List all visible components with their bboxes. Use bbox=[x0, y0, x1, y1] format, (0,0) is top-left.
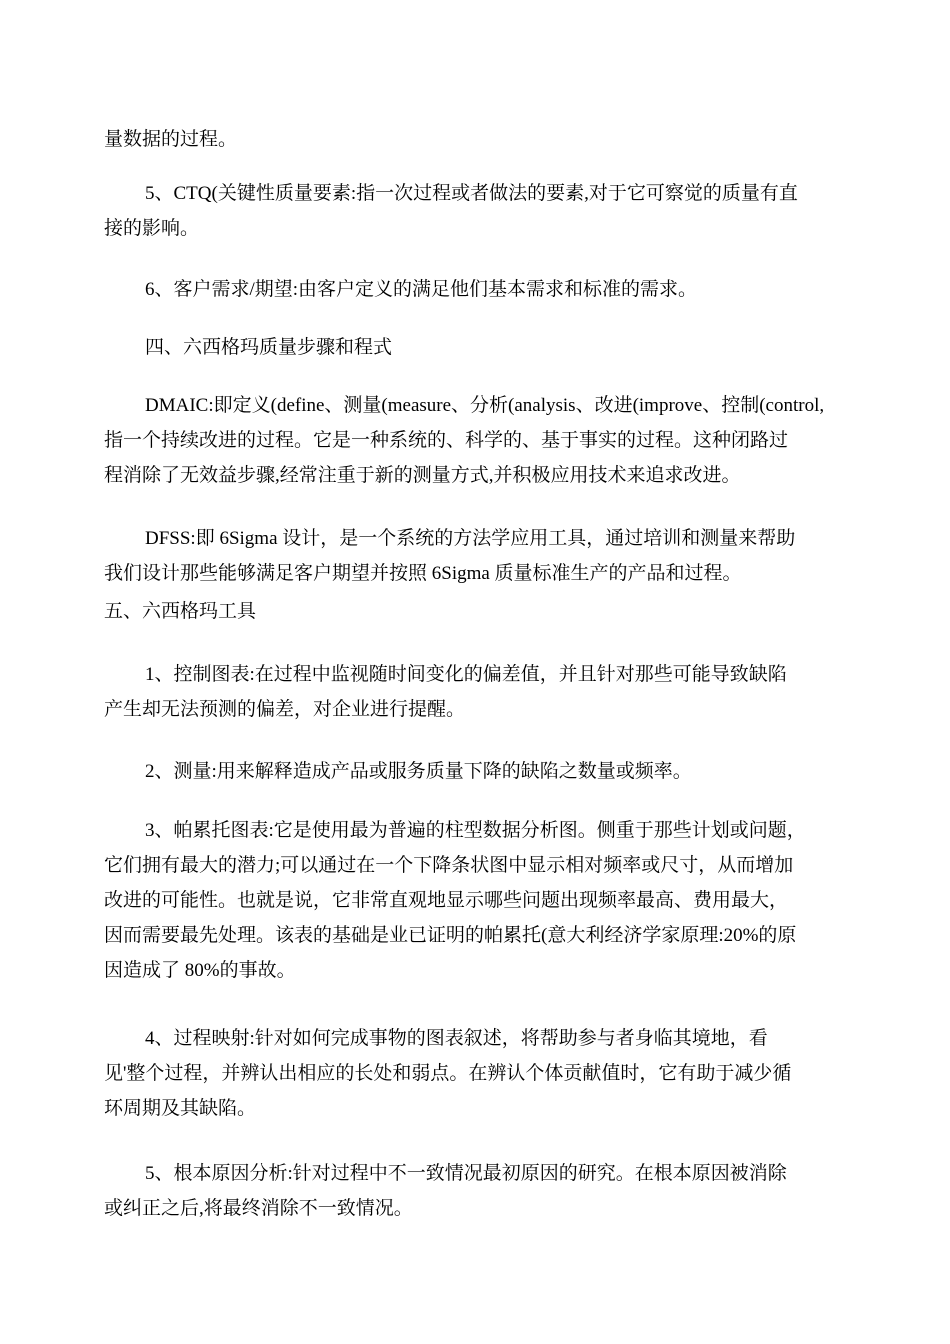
text-line: 程消除了无效益步骤,经常注重于新的测量方式,并积极应用技术来追求改进。 bbox=[104, 465, 741, 486]
paragraph-tool-measurement bbox=[104, 754, 849, 789]
text-line: 见'整个过程，并辨认出相应的长处和弱点。在辨认个体贡献值时，它有助于减少循 bbox=[104, 1063, 792, 1084]
text-line: 接的影响。 bbox=[104, 218, 200, 239]
paragraph-continuation bbox=[104, 122, 849, 157]
text-line: DMAIC:即定义(define、测量(measure、分析(analysis、改进(improve、控制(control, bbox=[145, 395, 825, 416]
paragraph-dfss bbox=[104, 521, 849, 591]
section-heading-tools bbox=[104, 594, 849, 629]
text-line: 或纠正之后,将最终消除不一致情况。 bbox=[104, 1198, 413, 1219]
text-line: 改进的可能性。也就是说，它非常直观地显示哪些问题出现频率最高、费用最大， bbox=[104, 890, 789, 911]
paragraph-tool-control-chart bbox=[104, 657, 849, 727]
text-line: 量数据的过程。 bbox=[104, 129, 238, 150]
paragraph-tool-root-cause bbox=[104, 1156, 849, 1226]
text-line: 因而需要最先处理。该表的基础是业已证明的帕累托(意大利经济学家原理:20%的原 bbox=[104, 925, 797, 946]
section-heading-steps bbox=[104, 330, 849, 365]
paragraph-customer-needs bbox=[104, 272, 849, 307]
text-line: 我们设计那些能够满足客户期望并按照 6Sigma 质量标准生产的产品和过程。 bbox=[104, 563, 742, 584]
text-line: 5、根本原因分析:针对过程中不一致情况最初原因的研究。在根本原因被消除 bbox=[145, 1163, 787, 1184]
text-line: 指一个持续改进的过程。它是一种系统的、科学的、基于事实的过程。这种闭路过 bbox=[104, 430, 789, 451]
text-line: 4、过程映射:针对如何完成事物的图表叙述，将帮助参与者身临其境地，看 bbox=[145, 1028, 768, 1049]
paragraph-tool-process-mapping bbox=[104, 1021, 849, 1126]
text-line: 3、帕累托图表:它是使用最为普遍的柱型数据分析图。侧重于那些计划或问题， bbox=[145, 820, 806, 841]
paragraph-ctq bbox=[104, 176, 849, 246]
paragraph-dmaic bbox=[104, 388, 849, 493]
heading-text: 五、六西格玛工具 bbox=[104, 601, 257, 622]
heading-text: 四、六西格玛质量步骤和程式 bbox=[145, 337, 393, 358]
text-line: DFSS:即 6Sigma 设计，是一个系统的方法学应用工具，通过培训和测量来帮助 bbox=[145, 528, 796, 549]
text-line: 5、CTQ(关键性质量要素:指一次过程或者做法的要素,对于它可察觉的质量有直 bbox=[145, 183, 798, 204]
text-line: 它们拥有最大的潜力;可以通过在一个下降条状图中显示相对频率或尺寸，从而增加 bbox=[104, 855, 794, 876]
paragraph-tool-pareto bbox=[104, 813, 849, 988]
text-line: 6、客户需求/期望:由客户定义的满足他们基本需求和标准的需求。 bbox=[145, 279, 698, 300]
text-line: 因造成了 80%的事故。 bbox=[104, 960, 296, 981]
text-line: 环周期及其缺陷。 bbox=[104, 1098, 257, 1119]
text-line: 2、测量:用来解释造成产品或服务质量下降的缺陷之数量或频率。 bbox=[145, 761, 692, 782]
text-line: 1、控制图表:在过程中监视随时间变化的偏差值，并且针对那些可能导致缺陷 bbox=[145, 664, 787, 685]
text-line: 产生却无法预测的偏差，对企业进行提醒。 bbox=[104, 699, 466, 720]
